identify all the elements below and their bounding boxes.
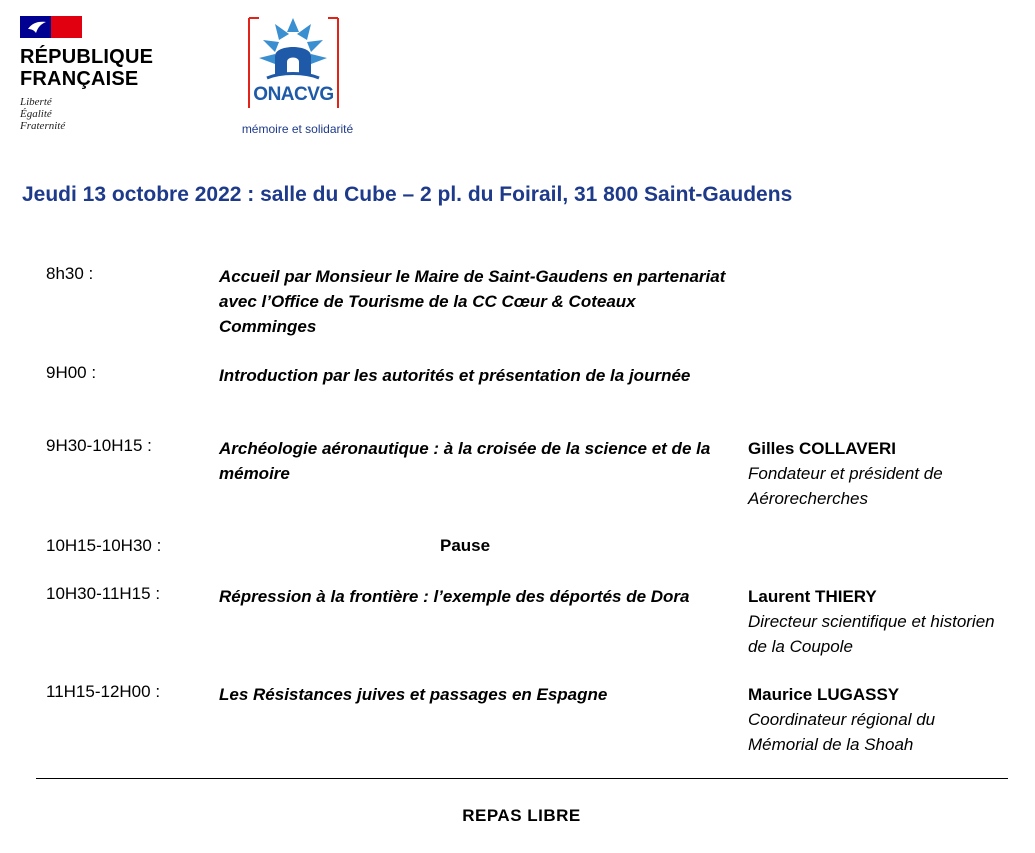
- onacvg-caption: mémoire et solidarité: [241, 122, 354, 136]
- motto-fraternite: Fraternité: [20, 120, 66, 132]
- program-talk: Accueil par Monsieur le Maire de Saint-Gaudens en partenariat avec l’Office de Tourisme de la CC Cœur & Coteaux Comminges: [219, 267, 726, 336]
- lunch-label: REPAS LIBRE: [462, 806, 581, 825]
- speaker: [748, 436, 1008, 511]
- speaker-role: Coordinateur régional du Mémorial de la Shoah: [748, 710, 936, 754]
- rf-title-line2: FRANÇAISE: [20, 68, 139, 90]
- program-talk: Introduction par les autorités et présentation de la journée: [219, 366, 691, 385]
- speaker: [748, 584, 1008, 659]
- rf-motto: [20, 96, 190, 132]
- speaker-role: Fondateur et président de Aérorecherches: [748, 464, 943, 508]
- onacvg-logo: [225, 12, 370, 142]
- program-time: 9H00 :: [46, 363, 97, 382]
- speaker-name: Gilles COLLAVERI: [748, 439, 896, 458]
- speaker-name: Maurice LUGASSY: [748, 685, 900, 704]
- republique-francaise-logo: [20, 16, 190, 156]
- program-time: 9H30-10H15 :: [46, 436, 152, 455]
- program-talk: Archéologie aéronautique : à la croisée de la science et de la mémoire: [219, 439, 711, 483]
- rf-title: [20, 46, 190, 90]
- rf-title-line1: RÉPUBLIQUE: [20, 46, 154, 68]
- program-time: 11H15-12H00 :: [46, 682, 161, 701]
- program-time: 10H15-10H30 :: [46, 536, 162, 555]
- divider: [36, 778, 1008, 779]
- pause-label: Pause: [440, 536, 491, 555]
- speaker: [748, 682, 1008, 757]
- program-time: 10H30-11H15 :: [46, 584, 161, 603]
- program-talk: Répression à la frontière : l’exemple des déportés de Dora: [219, 587, 690, 606]
- speaker-name: Laurent THIERY: [748, 587, 877, 606]
- event-title: Jeudi 13 octobre 2022 : salle du Cube – 2 pl. du Foirail, 31 800 Saint-Gaudens: [22, 183, 793, 206]
- tricolor-flag-icon: [20, 16, 82, 38]
- motto-egalite: Égalité: [20, 108, 52, 120]
- program-talk: Les Résistances juives et passages en Espagne: [219, 685, 608, 704]
- motto-liberte: Liberté: [20, 96, 52, 108]
- speaker-role: Directeur scientifique et historien de la Coupole: [748, 612, 995, 656]
- onacvg-logo-text: ONACVG: [253, 84, 334, 105]
- marianne-icon: [26, 19, 48, 35]
- program-time: 8h30 :: [46, 264, 94, 283]
